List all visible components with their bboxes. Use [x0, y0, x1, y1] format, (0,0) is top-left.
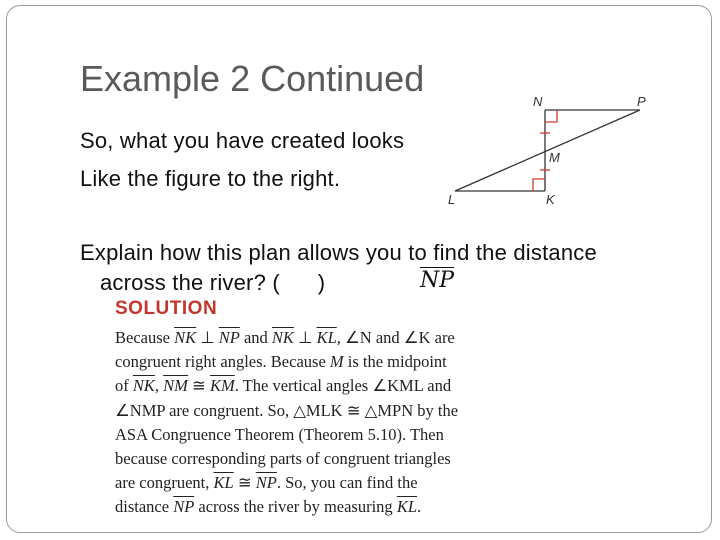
segment-np-label — [420, 268, 454, 293]
right-angle-mark-k — [533, 179, 545, 191]
solution-line-8: distance $\overline{NP}$ across the river by measuring $\overline{KL}$. — [115, 497, 422, 517]
solution-line-1: Because $\overline{NK}$ ⊥ $\overline{NP}$ and $\overline{NK}$ ⊥ $\overline{KL}$, ∠N and ∠K are — [115, 328, 455, 347]
label-p: P — [637, 94, 646, 109]
solution-text — [115, 326, 515, 520]
slide-title: Example 2 Continued — [80, 58, 425, 99]
solution-line-6: because corresponding parts of congruent triangles — [115, 449, 451, 469]
question-line-2: across the river? ( ) — [100, 270, 326, 295]
intro-line-2: Like the figure to the right. — [80, 166, 341, 191]
solution-line-5: ASA Congruence Theorem (Theorem 5.10). Then — [115, 424, 444, 444]
geometry-figure — [440, 88, 660, 213]
label-m: M — [549, 150, 560, 165]
label-n: N — [533, 94, 543, 109]
label-l: L — [448, 192, 456, 207]
solution-line-2: congruent right angles. Because M is the midpoint — [115, 352, 447, 372]
question-line-1: Explain how this plan allows you to find the distance — [80, 240, 597, 265]
solution-heading: SOLUTION — [115, 298, 218, 319]
overline-bar — [420, 267, 454, 268]
label-k: K — [546, 192, 555, 207]
solution-line-4: ∠NMP are congruent. So, △MLK ≅ △MPN by the — [115, 400, 459, 420]
segment-np-text: NP — [420, 268, 455, 293]
intro-line-1: So, what you have created looks — [80, 128, 405, 153]
solution-line-3: of $\overline{NK}$, $\overline{NM}$ ≅ $\overline{KM}$. The vertical angles ∠KML and — [115, 376, 452, 396]
right-angle-mark-n — [545, 110, 557, 122]
solution-line-7: are congruent, $\overline{KL}$ ≅ $\overline{NP}$. So, you can find the — [115, 473, 418, 493]
